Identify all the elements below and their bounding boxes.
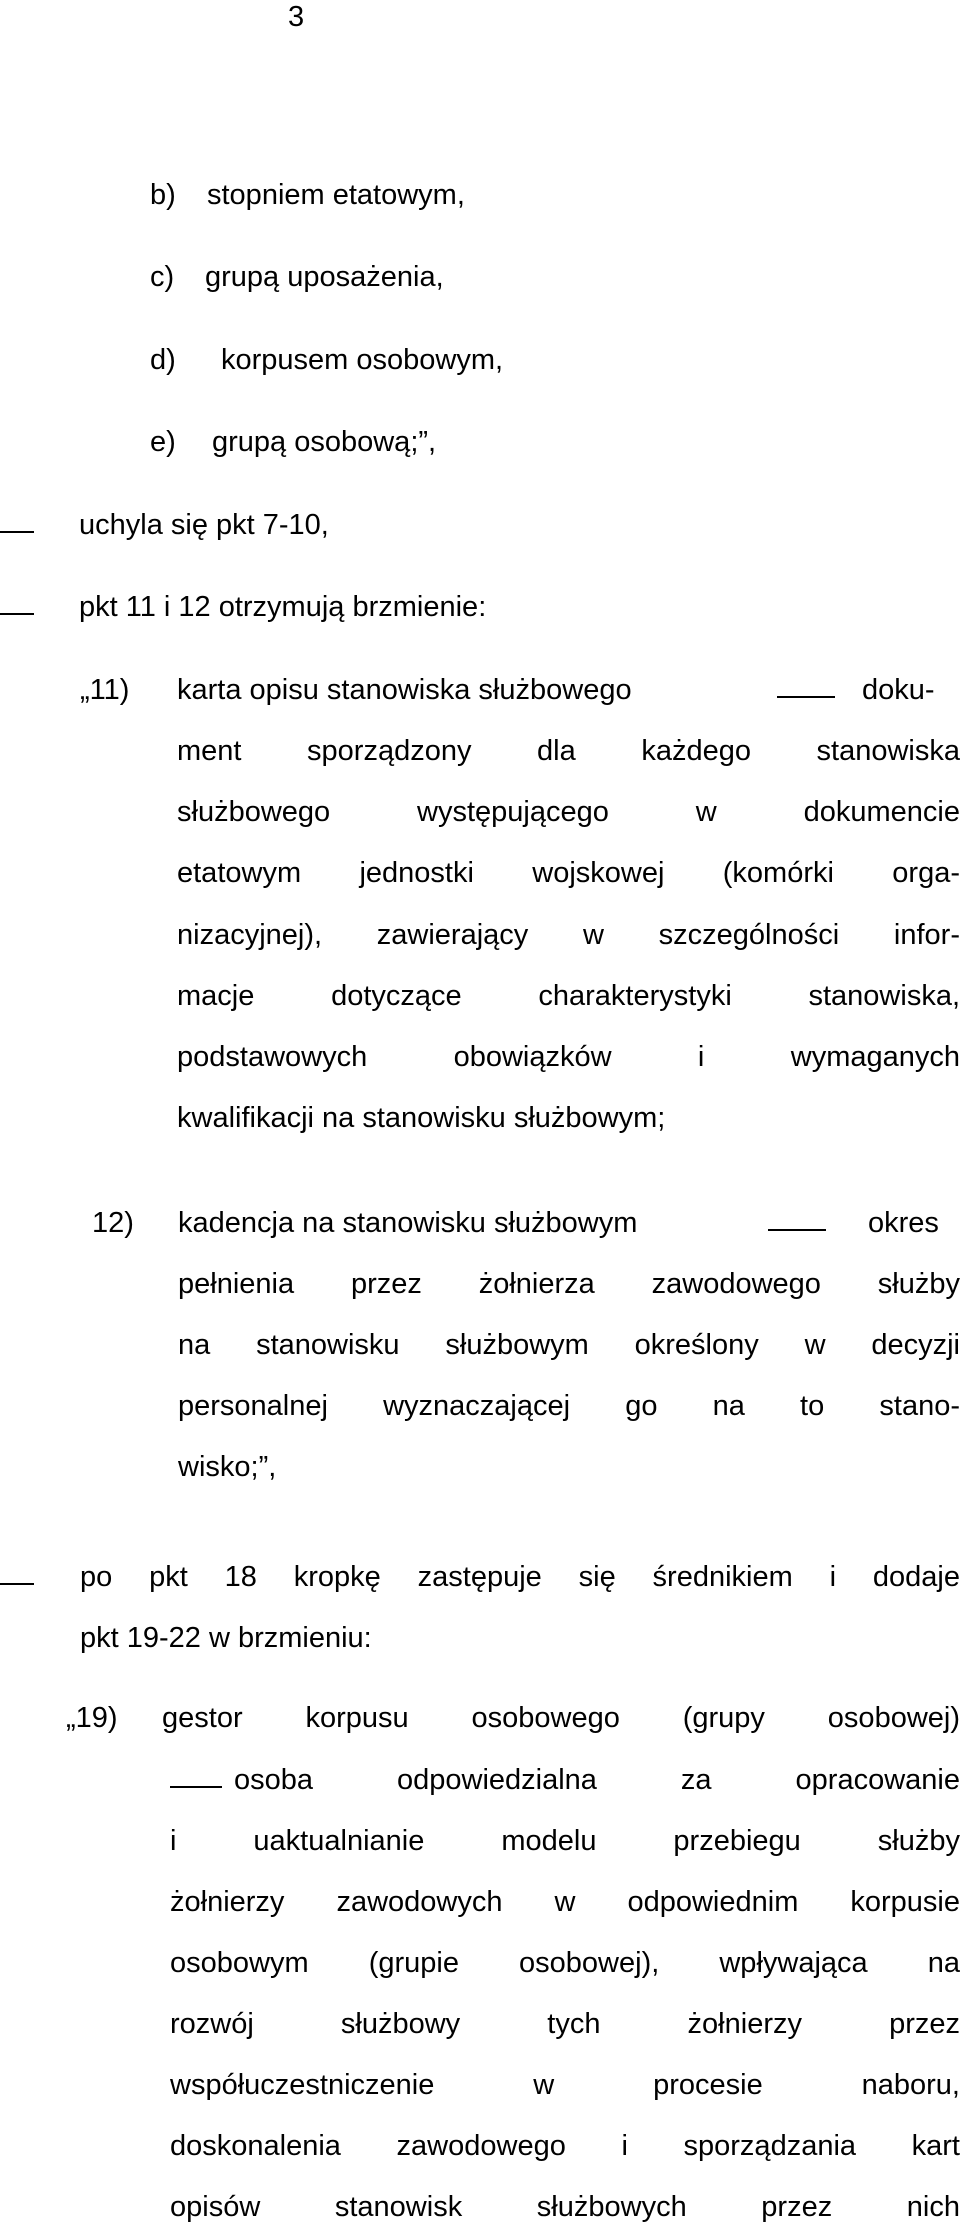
list-marker: e) — [150, 426, 176, 458]
bullet-text: pkt 11 i 12 otrzymują brzmienie: — [79, 591, 487, 623]
paragraph-line: pełnienia przez żołnierza zawodowego służby — [178, 1268, 960, 1300]
dash-bullet — [0, 1583, 34, 1585]
item-marker: „11) — [80, 674, 130, 706]
em-dash — [768, 1229, 826, 1231]
list-marker: b) — [150, 179, 176, 211]
list-marker: c) — [150, 261, 175, 293]
paragraph-line: współuczestniczenie w procesie naboru, — [170, 2069, 960, 2101]
paragraph-line: rozwój służbowy tych żołnierzy przez — [170, 2008, 960, 2040]
paragraph-line: ment sporządzony dla każdego stanowiska — [177, 735, 960, 767]
paragraph-line: na stanowisku służbowym określony w decyzji — [178, 1329, 960, 1361]
page-number: 3 — [288, 1, 305, 33]
paragraph-line: podstawowych obowiązków i wymaganych — [177, 1041, 960, 1073]
paragraph-line: doku- — [862, 674, 935, 706]
paragraph-line: osobowym (grupie osobowej), wpływająca na — [170, 1947, 960, 1979]
bullet-text: uchyla się pkt 7-10, — [79, 509, 329, 541]
list-item-text: grupą uposażenia, — [205, 261, 444, 293]
paragraph-line: służbowego występującego w dokumencie — [177, 796, 960, 828]
bullet-text: pkt 19-22 w brzmieniu: — [80, 1622, 372, 1654]
paragraph-line: okres — [868, 1207, 939, 1239]
list-item-text: stopniem etatowym, — [207, 179, 465, 211]
paragraph-line: gestor korpusu osobowego (grupy osobowej) — [162, 1702, 960, 1734]
bullet-text: po pkt 18 kropkę zastępuje się średnikiem i dodaje — [80, 1561, 960, 1593]
paragraph-line: kadencja na stanowisku służbowym — [178, 1207, 638, 1239]
list-item-text: korpusem osobowym, — [221, 344, 504, 376]
paragraph-line: macje dotyczące charakterystyki stanowiska, — [177, 980, 960, 1012]
dash-bullet — [0, 613, 34, 615]
paragraph-line: i uaktualnianie modelu przebiegu służby — [170, 1825, 960, 1857]
paragraph-line: kwalifikacji na stanowisku służbowym; — [177, 1102, 666, 1134]
paragraph-line: żołnierzy zawodowych w odpowiednim korpusie — [170, 1886, 960, 1918]
paragraph-line: nizacyjnej), zawierający w szczególności infor- — [177, 919, 960, 951]
em-dash — [170, 1786, 222, 1788]
em-dash — [777, 696, 835, 698]
item-marker: 12) — [92, 1207, 134, 1239]
dash-bullet — [0, 531, 34, 533]
paragraph-line: doskonalenia zawodowego i sporządzania kart — [170, 2130, 960, 2162]
list-marker: d) — [150, 344, 176, 376]
paragraph-line: osoba odpowiedzialna za opracowanie — [234, 1764, 960, 1796]
item-marker: „19) — [66, 1702, 118, 1734]
paragraph-line: etatowym jednostki wojskowej (komórki orga- — [177, 857, 960, 889]
paragraph-line: opisów stanowisk służbowych przez nich — [170, 2191, 960, 2223]
paragraph-line: personalnej wyznaczającej go na to stano- — [178, 1390, 960, 1422]
paragraph-line: wisko;”, — [178, 1451, 277, 1483]
paragraph-line: karta opisu stanowiska służbowego — [177, 674, 632, 706]
list-item-text: grupą osobową;”, — [212, 426, 437, 458]
